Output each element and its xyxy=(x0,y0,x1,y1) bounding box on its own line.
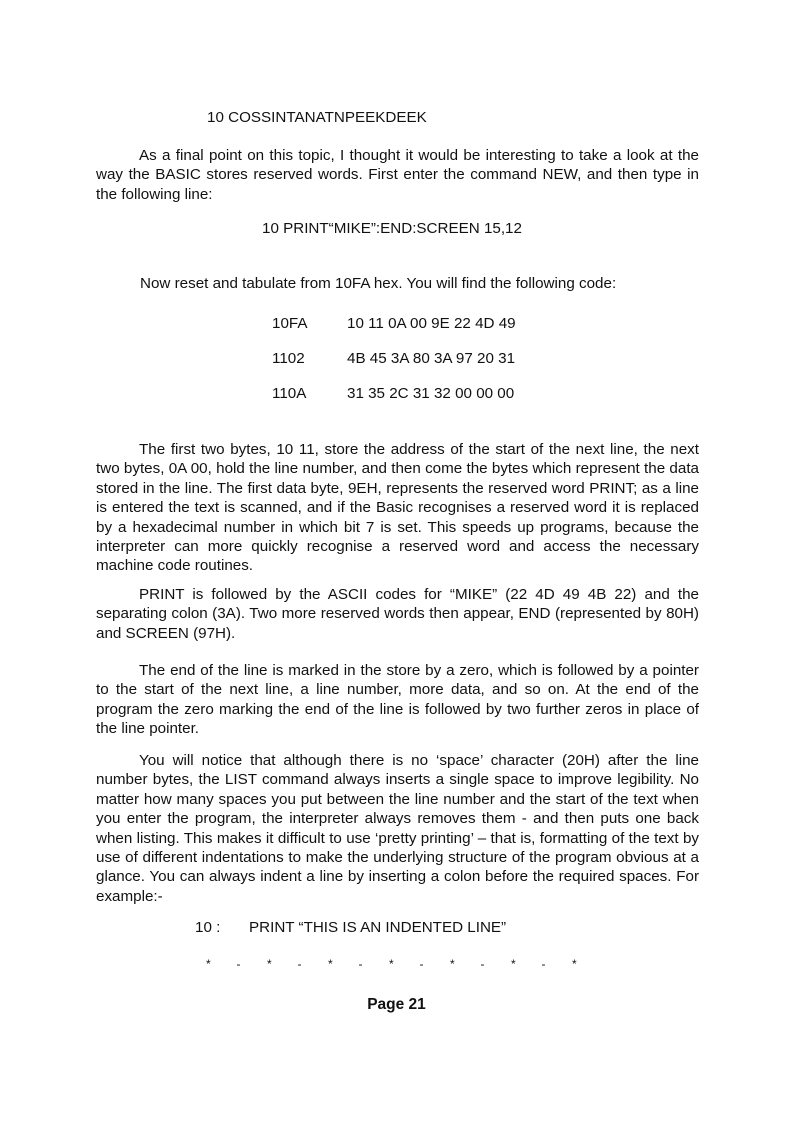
page-number: Page 21 xyxy=(367,996,426,1013)
indent-example-line-number: 10 : xyxy=(195,919,221,936)
hex-row xyxy=(272,350,515,367)
separator-glyph: * xyxy=(511,957,516,971)
paragraph-print-followed xyxy=(96,585,699,643)
example-basic-line: 10 PRINT“MIKE”:END:SCREEN 15,12 xyxy=(262,220,522,237)
separator-glyph: - xyxy=(236,957,241,971)
paragraph-first-bytes-text: The first two bytes, 10 11, store the address of the start of the next line, the next two bytes, 0A 00, hold the line number, and then come the bytes which represent the data stored in the line. The first data byte, 9EH, represents the reserved word PRINT; as a line is entered the text is scanned, and if the Basic recognises a reserved word it is replaced by a hexadecimal number in which bit 7 is set. This speeds up programs, because the interpreter can more quickly recognise a reserved word and access the necessary machine code routines. xyxy=(96,441,699,575)
section-separator xyxy=(206,957,603,971)
separator-glyph: * xyxy=(206,957,211,971)
paragraph-intro xyxy=(96,146,699,204)
separator-glyph: * xyxy=(450,957,455,971)
separator-glyph: - xyxy=(297,957,302,971)
hex-row xyxy=(272,385,514,402)
paragraph-print-followed-text: PRINT is followed by the ASCII codes for “MIKE” (22 4D 49 4B 22) and the separating colon (3A). Two more reserved words then appear, END (represented by 80H) and SCREEN (97H). xyxy=(96,586,699,642)
separator-glyph: * xyxy=(328,957,333,971)
hex-address: 110A xyxy=(272,385,307,402)
hex-bytes: 10 11 0A 00 9E 22 4D 49 xyxy=(347,315,516,332)
paragraph-tabulate: Now reset and tabulate from 10FA hex. You will find the following code: xyxy=(140,275,617,292)
paragraph-end-of-line-text: The end of the line is marked in the store by a zero, which is followed by a pointer to the start of the next line, a line number, more data, and so on. At the end of the program the zero marking the end of the line is followed by two further zeros in place of the line pointer. xyxy=(96,662,699,738)
hex-address: 1102 xyxy=(272,350,305,367)
hex-row xyxy=(272,315,516,332)
hex-bytes: 31 35 2C 31 32 00 00 00 xyxy=(347,385,515,402)
code-line-cossintan: 10 COSSINTANATNPEEKDEEK xyxy=(207,109,427,126)
separator-glyph: * xyxy=(267,957,272,971)
indent-example xyxy=(195,919,506,936)
separator-glyph: - xyxy=(358,957,363,971)
hex-address: 10FA xyxy=(272,315,308,332)
separator-glyph: - xyxy=(419,957,424,971)
paragraph-first-bytes xyxy=(96,440,699,576)
paragraph-intro-text: As a final point on this topic, I thought it would be interesting to take a look at the way the BASIC stores reserved words. First enter the command NEW, and then type in the following line: xyxy=(96,147,699,203)
paragraph-space-character-text: You will notice that although there is no ‘space’ character (20H) after the line number bytes, the LIST command always inserts a single space to improve legibility. No matter how many spaces you put between the line number and the start of the text when you enter the program, the interpreter always removes them - and then puts one back when listing. This makes it difficult to use ‘pretty printing’ – that is, formatting of the text by use of different indentations to make the underlying structure of the program obvious at a glance. You can always indent a line by inserting a colon before the required spaces. For example:- xyxy=(96,752,699,905)
separator-glyph: * xyxy=(572,957,577,971)
separator-glyph: - xyxy=(541,957,546,971)
separator-glyph: * xyxy=(389,957,394,971)
indent-example-statement: PRINT “THIS IS AN INDENTED LINE” xyxy=(249,919,507,936)
paragraph-end-of-line xyxy=(96,661,699,739)
hex-bytes: 4B 45 3A 80 3A 97 20 31 xyxy=(347,350,516,367)
paragraph-space-character xyxy=(96,751,699,906)
separator-glyph: - xyxy=(480,957,485,971)
